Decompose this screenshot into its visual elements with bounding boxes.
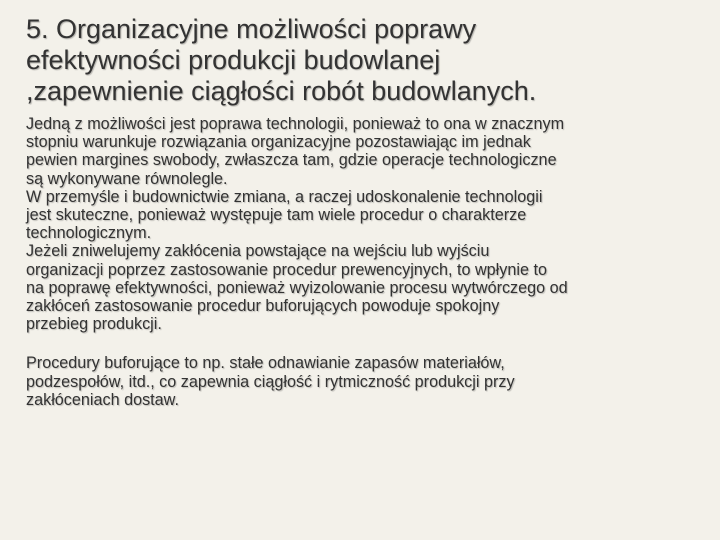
text-line: Procedury buforujące to np. stałe odnawianie zapasów materiałów,	[26, 354, 505, 373]
text-line: organizacji poprzez zastosowanie procedur prewencyjnych, to wpłynie to	[26, 260, 547, 279]
text-line: na poprawę efektywności, ponieważ wyizolowanie procesu wytwórczego od	[26, 278, 568, 297]
paragraph-disturbances	[26, 242, 700, 333]
slide-body	[26, 115, 700, 409]
title-line: 5. Organizacyjne możliwości poprawy	[26, 14, 477, 44]
text-line: pewien margines swobody, zwłaszcza tam, gdzie operacje technologiczne	[26, 151, 557, 170]
text-line: są wykonywane równolegle.	[26, 169, 228, 188]
slide-title	[26, 14, 706, 107]
text-line: technologicznym.	[26, 224, 152, 243]
text-line: podzespołów, itd., co zapewnia ciągłość i rytmiczność produkcji przy	[26, 372, 515, 391]
text-line: Jeżeli zniwelujemy zakłócenia powstające na wejściu lub wyjściu	[26, 242, 490, 261]
text-line: zakłóceniach dostaw.	[26, 390, 179, 409]
paragraph-buffering	[26, 354, 700, 409]
paragraph-industry	[26, 188, 700, 243]
text-line: W przemyśle i budownictwie zmiana, a raczej udoskonalenie technologii	[26, 187, 543, 206]
text-line: zakłóceń zastosowanie procedur buforujących powoduje spokojny	[26, 297, 500, 316]
text-line: stopniu warunkuje rozwiązania organizacyjne pozostawiając im jednak	[26, 133, 531, 152]
title-line: efektywności produkcji budowlanej	[26, 45, 441, 75]
text-line: Jedną z możliwości jest poprawa technologii, ponieważ to ona w znacznym	[26, 115, 565, 133]
paragraph-technology	[26, 115, 700, 188]
text-line: przebieg produkcji.	[26, 315, 162, 334]
text-line: jest skuteczne, ponieważ występuje tam wiele procedur o charakterze	[26, 206, 527, 225]
title-line: ,zapewnienie ciągłości robót budowlanych.	[26, 76, 537, 106]
